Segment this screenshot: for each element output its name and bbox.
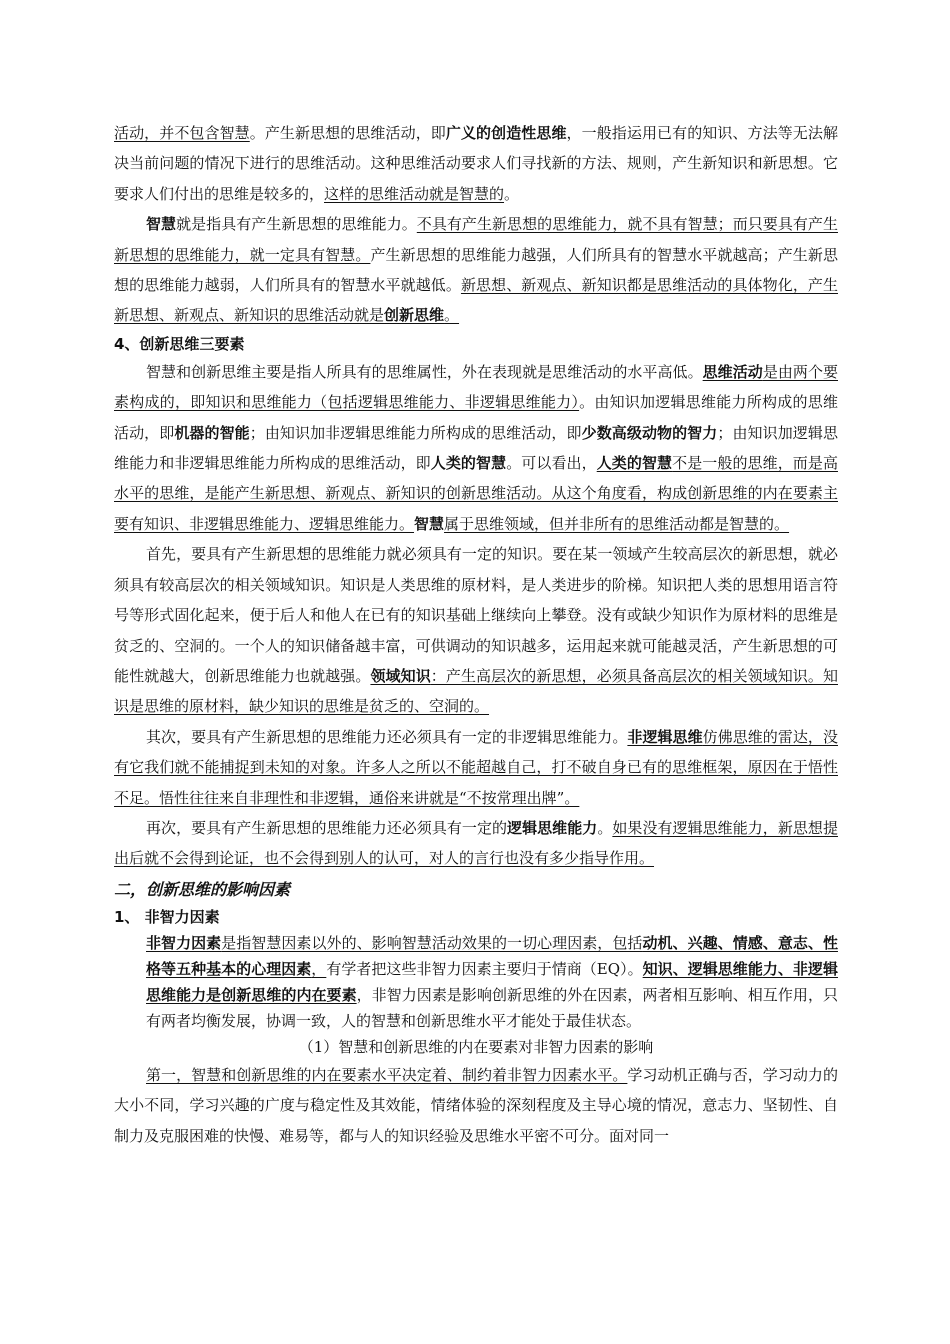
text-span: 。产生新思想的思维活动，即 [249, 124, 446, 142]
text-span: ；由知识加非逻辑思维能力所构成的思维活动，即 [249, 423, 582, 442]
text-span: 产生新思想的思维能力越强，人们所具有的智慧水平就越高；产生新思想的思维能力越弱，人们所具有的智慧水平就越低。 [114, 245, 838, 295]
bold-term: 非智力因素 [146, 933, 222, 952]
text-span: 是指智慧因素以外的、影响智慧活动效果的一切心理因素，包括 [221, 933, 643, 952]
paragraph-nonintellectual [146, 930, 838, 1034]
bold-term: 知识、逻辑思维能力、非逻辑思维能力是创新思维的内在要素 [146, 959, 838, 1004]
text-span: 其次，要具有产生新思想的思维能力还必须具有一定的非逻辑思维能力。 [146, 727, 628, 746]
paragraph-logical [114, 813, 838, 874]
text-span: 不是一般的思维，而是高水平的思维，是能产生新思想、新观点、新知识的创新思维活动。从这个角度看，构成创新思维的内在要素主要有知识、非逻辑思维能力、逻辑思维能力。 [114, 454, 838, 533]
text-span: 不具有产生新思想的思维能力，就不具有智慧；而只要具有产生新思想的思维能力，就一定具有智慧。 [114, 215, 838, 264]
bold-term: 领域知识 [370, 666, 431, 685]
bold-term: 非逻辑思维 [627, 727, 703, 746]
text-span: 活动，并不包含智慧 [114, 124, 250, 142]
bold-term: 人类的智慧 [430, 454, 507, 473]
subsection-heading-1: 1、 非智力因素 [114, 907, 220, 926]
text-span: 。可以看出， [506, 454, 597, 473]
text-span: 。 [597, 818, 613, 837]
bold-term: 机器的智能 [174, 423, 250, 442]
bold-term: 人类的智慧 [596, 454, 673, 473]
text-span: 新思想、新观点、新知识都是思维活动的具体物化，产生新思想、新观点、新知识的思维活动就是 [114, 276, 838, 325]
text-span: 智慧和创新思维主要是指人所具有的思维属性，外在表现就是思维活动的水平高低。 [146, 362, 703, 381]
text-span: 第一，智慧和创新思维的内在要素水平决定着、制约着非智力因素水平。 [146, 1065, 628, 1084]
paragraph-nonlogical [114, 722, 838, 813]
bold-term: 智慧 [146, 215, 177, 234]
section-heading-2: 二，创新思维的影响因素 [114, 879, 291, 899]
bold-term: 逻辑思维能力 [507, 818, 598, 837]
paragraph-knowledge [114, 539, 838, 721]
text-span: 再次，要具有产生新思想的思维能力还必须具有一定的 [146, 818, 508, 837]
paragraph-wisdom-definition [114, 209, 838, 331]
text-span: 仿佛思维的雷达，没有它我们就不能捕捉到未知的对象。许多人之所以不能超越自己，打不破自身已有的思维框架，原因在于悟性不足。悟性往往来自非理性和非逻辑，通俗来讲就是“不按常理出牌”。 [114, 727, 838, 807]
text-span: ，非智力因素是影响创新思维的外在因素，两者相互影响、相互作用，只有两者均衡发展，协调一致，人的智慧和创新思维水平才能处于最佳状态。 [146, 985, 838, 1030]
text-span: ， [311, 959, 327, 978]
text-span: 如果没有逻辑思维能力，新思想提出后就不会得到论证，也不会得到别人的认可，对人的言行也没有多少指导作用。 [114, 818, 838, 868]
bold-term: 动机、兴趣、情感、意志、性格等五种基本的心理因素 [146, 933, 838, 978]
text-span: 。 [444, 306, 460, 325]
bold-term: 广义的创造性思维 [445, 124, 567, 142]
text-span: 这样的思维活动就是智慧的 [324, 184, 505, 203]
bold-term: 思维活动 [702, 362, 763, 381]
text-span: 学习动机正确与否，学习动力的大小不同，学习兴趣的广度与稳定性及其效能，情绪体验的深刻程度及主导心境的情况，意志力、坚韧性、自制力及克服困难的快慢、难易等，都与人的知识经验及思维水平密不可分。面对同一 [114, 1065, 838, 1145]
text-span: 有学者把这些非智力因素主要归于情商（EQ）。 [326, 959, 643, 978]
text-span: ：产生高层次的新思想，必须具备高层次的相关领域知识。知识是思维的原材料，缺少知识的思维是贫乏的、空洞的。 [114, 666, 838, 716]
text-span: 就是指具有产生新思想的思维能力。 [176, 215, 417, 234]
bold-term: 创新思维 [384, 306, 445, 325]
section-heading-4: 4、创新思维三要素 [114, 334, 245, 353]
paragraph-three-elements [114, 357, 838, 539]
text-span: 是由两个要素构成的，即知识和思维能力（包括逻辑思维能力、非逻辑思维能力） [114, 362, 838, 412]
text-span: 首先，要具有产生新思想的思维能力就必须具有一定的知识。要在某一领域产生较高层次的新思想，就必须具有较高层次的相关领域知识。知识是人类思维的原材料，是人类进步的阶梯。知识把人类的思想用语言符号等形式固化起来，便于后人和他人在已有的知识基础上继续向上攀登。没有或缺少知识作为原材料的思维是贫乏的、空洞的。一个人的知识储备越丰富，可供调动的知识越多，运用起来就可能越灵活，产生新思想的可能性就越大，创新思维能力也就越强。 [114, 545, 838, 685]
text-span: ；由知识加逻辑思维能力和非逻辑思维能力所构成的思维活动，即 [114, 423, 838, 473]
document-page [114, 118, 838, 1151]
bold-term: 少数高级动物的智力 [581, 423, 718, 442]
subheading-1: （1）智慧和创新思维的内在要素对非智力因素的影响 [298, 1037, 654, 1056]
text-span: 。 [504, 184, 520, 203]
paragraph-first [114, 1060, 838, 1151]
text-span: 。由知识加逻辑思维能力所构成的思维活动，即 [114, 393, 838, 442]
text-span: 属于思维领域，但并非所有的思维活动都是智慧的。 [444, 514, 790, 533]
paragraph-intro [114, 118, 838, 209]
text-span: ，一般指运用已有的知识、方法等无法解决当前问题的情况下进行的思维活动。这种思维活动要求人们寻找新的方法、规则，产生新知识和新思想。它要求人们付出的思维是较多的， [114, 124, 838, 203]
bold-term: 智慧 [414, 514, 445, 533]
